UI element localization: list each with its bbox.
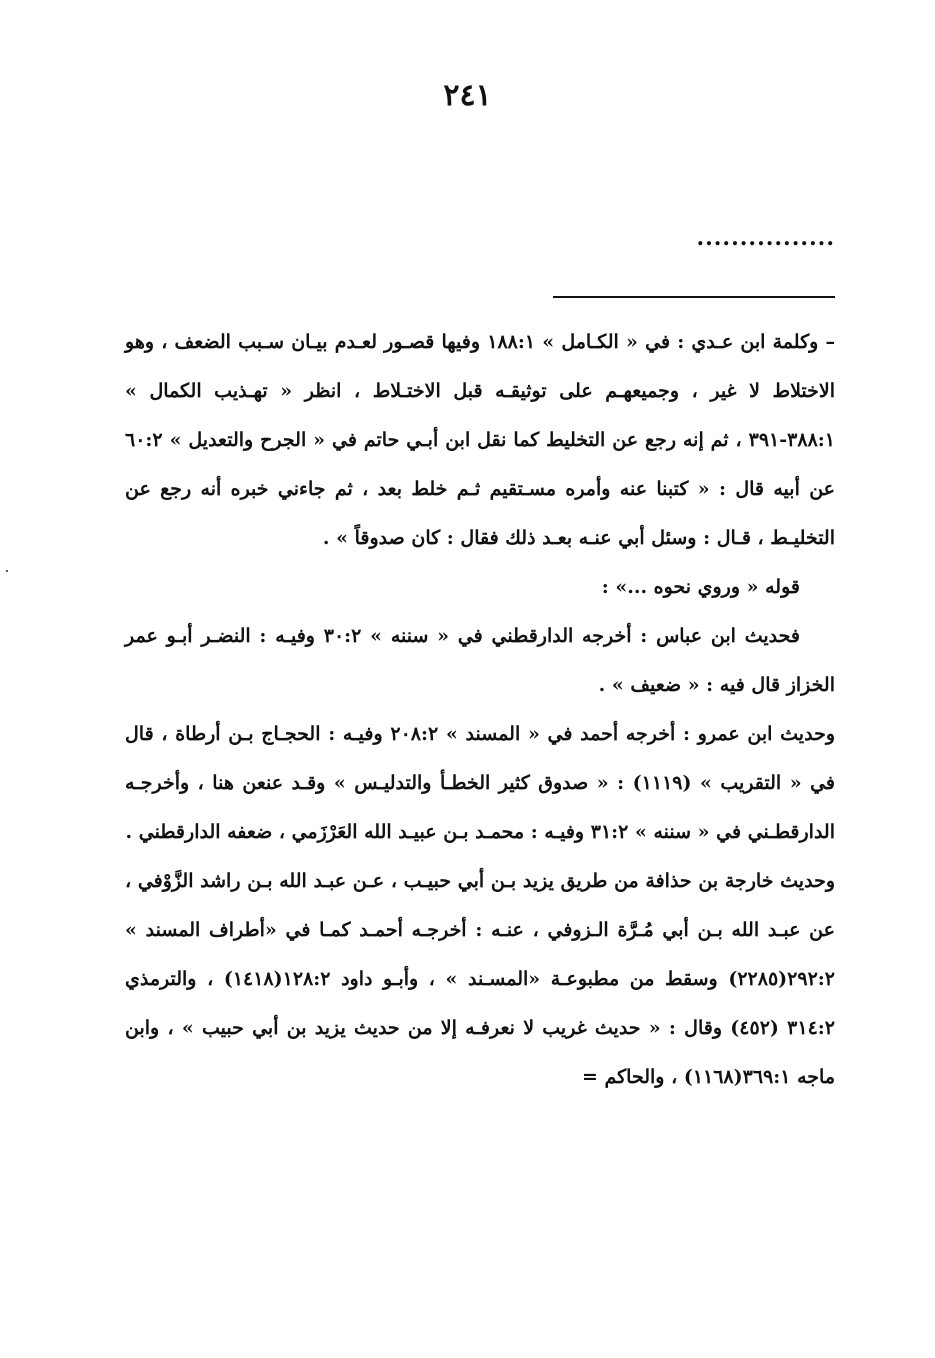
footnote-paragraph-continuation: – وكلمة ابن عـدي : في « الكـامل » ١٨٨:١ وفيها قصـور لعـدم بيـان سـبب الضعف ، وهو الاختلاط لا غير ، وجميعهـم على توثيقـه قبل الاختـلاط ، انظر « تهـذيب الكمال » ٣٨٨:١-٣٩١ ، ثم إنه رجع عن التخليط كما نقل ابن أبـي حاتم في « الجرح والتعديل » ٦٠:٢ عن أبيه قال : « كتبنا عنه وأمره مسـتقيم ثـم خلط بعد ، ثم جاءني خبره أنه رجع عن التخليـط ، قـال : وسئل أبي عنـه بعـد ذلك فقال : كان صدوقاً » . bbox=[125, 331, 835, 549]
footnote-paragraph-qawluh: قوله « وروي نحوه ...» : bbox=[601, 576, 800, 598]
footnote-separator bbox=[553, 296, 835, 298]
margin-mark bbox=[6, 570, 8, 572]
main-text-ellipsis: ................ bbox=[696, 225, 835, 251]
footnote-paragraph-kharija: وحديث خارجة بن حذافة من طريق يزيد بـن أبي حبيـب ، عـن عبـد الله بـن راشد الزَّوْفي ، عن عبـد الله بـن أبي مُـرَّة الـزوفي ، عنـه : أخرجـه أحمـد كمـا في «أطراف المسند » ٢٩٢:٢(٢٢٨٥) وسقط من مطبوعـة «المسـند » ، وأبـو داود ١٢٨:٢(١٤١٨) ، والترمذي ٣١٤:٢ (٤٥٢) وقال : « حديث غريب لا نعرفـه إلا من حديث يزيد بن أبي حبيب » ، وابن ماجه ٣٦٩:١(١١٦٨) ، والحاكم = bbox=[125, 870, 835, 1088]
footnote-paragraph-ibn-abbas: فحديث ابن عباس : أخرجه الدارقطني في « سننه » ٣٠:٢ وفيـه : النضـر أبـو عمر الخزاز قال فيه : « ضعيف » . bbox=[125, 625, 835, 696]
page-number: ٢٤١ bbox=[443, 78, 492, 113]
footnote-body bbox=[125, 318, 835, 1102]
footnote-paragraph-ibn-amr: وحديث ابن عمرو : أخرجه أحمد في « المسند » ٢٠٨:٢ وفيـه : الحجـاج بـن أرطاة ، قال في « التقريب » (١١١٩) : « صدوق كثير الخطـأ والتدليـس » وقـد عنعن هنا ، وأخرجـه الدارقطـني في « سننه » ٣١:٢ وفيـه : محمـد بـن عبيـد الله العَرْزَمي ، ضعفه الدارقطني . bbox=[125, 723, 835, 843]
